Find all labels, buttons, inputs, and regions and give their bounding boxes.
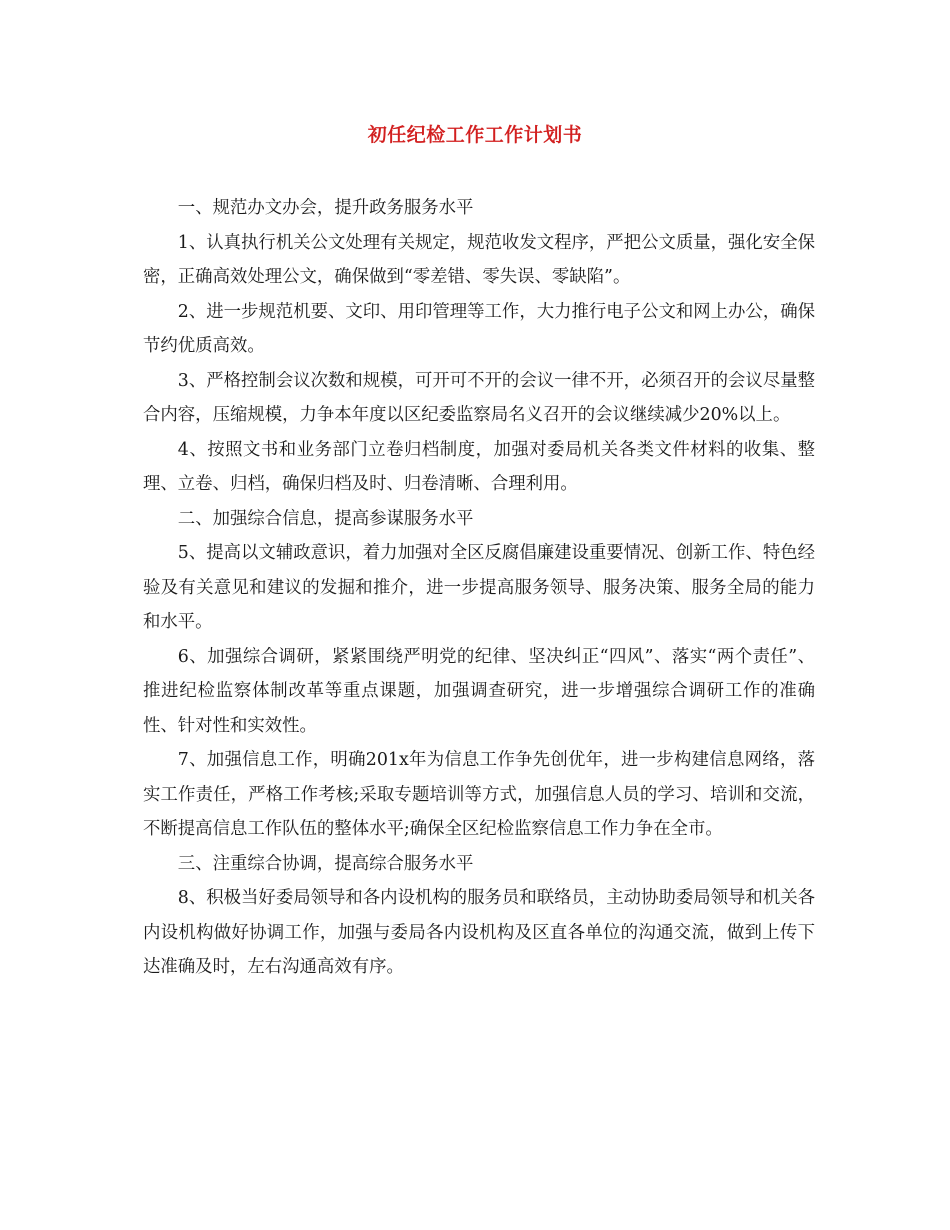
paragraph-item-8: 8、积极当好委局领导和各内设机构的服务员和联络员，主动协助委局领导和机关各内设机构做好协调工作，加强与委局各内设机构及区直各单位的沟通交流，做到上传下达准确及时，左右沟通高效有序。 — [143, 888, 815, 977]
section-heading-2: 二、加强综合信息，提高参谋服务水平 — [177, 508, 474, 529]
paragraph-item-4: 4、按照文书和业务部门立卷归档制度，加强对委局机关各类文件材料的收集、整理、立卷、归档，确保归档及时、归卷清晰、合理利用。 — [143, 439, 815, 494]
paragraph-item-3: 3、严格控制会议次数和规模，可开可不开的会议一律不开，必须召开的会议尽量整合内容，压缩规模，力争本年度以区纪委监察局名义召开的会议继续减少20%以上。 — [143, 370, 815, 425]
paragraph-item-1: 1、认真执行机关公文处理有关规定，规范收发文程序，严把公文质量，强化安全保密，正确高效处理公文，确保做到“零差错、零失误、零缺陷”。 — [143, 232, 815, 287]
paragraph-item-6: 6、加强综合调研，紧紧围绕严明党的纪律、坚决纠正“四风”、落实“两个责任”、推进纪检监察体制改革等重点课题，加强调查研究，进一步增强综合调研工作的准确性、针对性和实效性。 — [143, 646, 815, 736]
section-heading-3: 三、注重综合协调，提高综合服务水平 — [177, 853, 474, 874]
paragraph-item-5: 5、提高以文辅政意识，着力加强对全区反腐倡廉建设重要情况、创新工作、特色经验及有关意见和建议的发掘和推介，进一步提高服务领导、服务决策、服务全局的能力和水平。 — [143, 543, 815, 632]
document-body — [143, 191, 815, 985]
paragraph-item-2: 2、进一步规范机要、文印、用印管理等工作，大力推行电子公文和网上办公，确保节约优质高效。 — [143, 301, 815, 356]
document-title: 初任纪检工作工作计划书 — [367, 124, 583, 146]
paragraph-item-7: 7、加强信息工作，明确201x年为信息工作争先创优年，进一步构建信息网络，落实工作责任，严格工作考核;采取专题培训等方式，加强信息人员的学习、培训和交流，不断提高信息工作队伍的整体水平;确保全区纪检监察信息工作力争在全市。 — [143, 750, 815, 839]
section-heading-1: 一、规范办文办会，提升政务服务水平 — [177, 198, 474, 218]
